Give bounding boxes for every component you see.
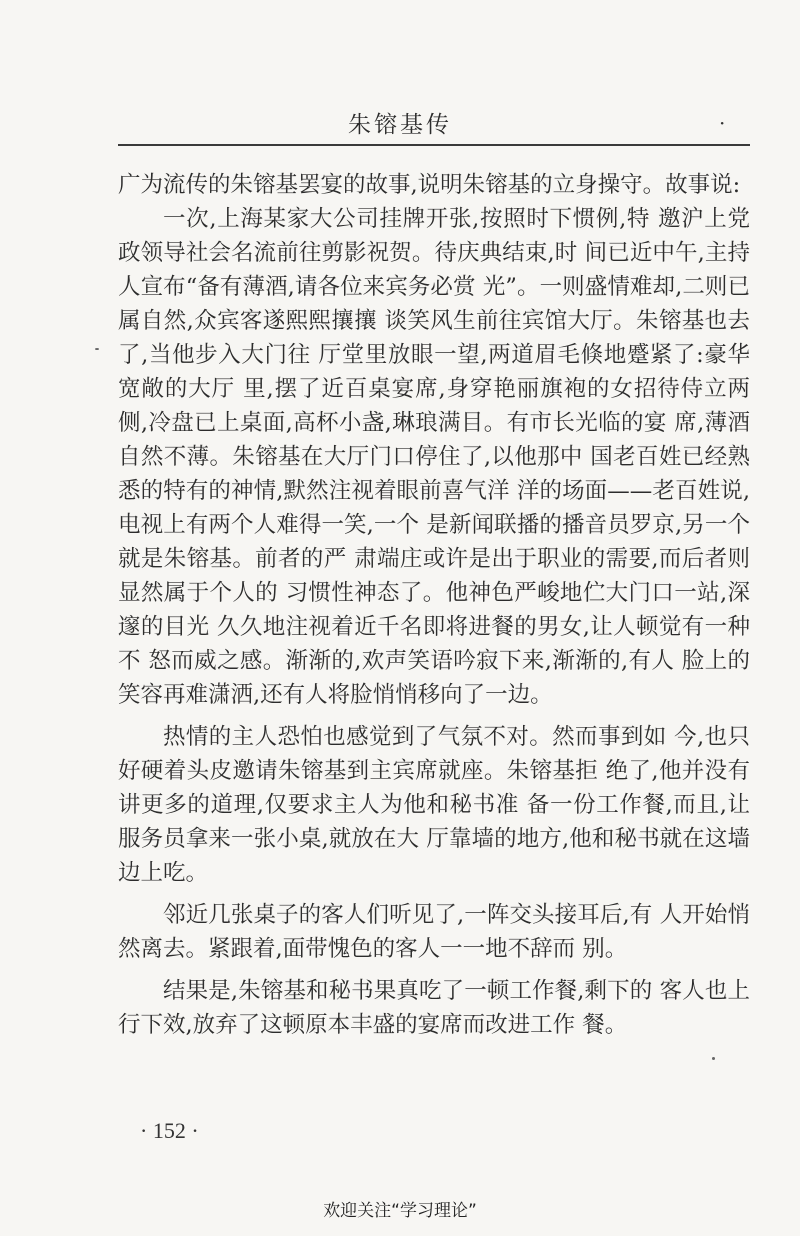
header-rule [118, 144, 750, 146]
page-number: · 152 · [140, 1118, 199, 1143]
body-text [118, 168, 750, 1050]
paragraph-guests: 邻近几张桌子的客人们听见了,一阵交头接耳后,有 人开始悄然离去。紧跟着,面带愧色的客人一一地不辞而 别。 [118, 902, 750, 962]
footer-note: 欢迎关注“学习理论” [323, 1201, 477, 1221]
paragraph-host: 热情的主人恐怕也感觉到了气氛不对。然而事到如 今,也只好硬着头皮邀请朱镕基到主宾席就座。朱镕基拒 绝了,他并没有讲更多的道理,仅要求主人为他和秘书准 备一份工作餐,而且,让服务员拿来一张小桌,就放在大 厅靠墙的地方,他和秘书就在这墙边上吃。 [118, 724, 750, 886]
paragraph-result: 结果是,朱镕基和秘书果真吃了一顿工作餐,剩下的 客人也上行下效,放弃了这顿原本丰盛的宴席而改进工作 餐。 [118, 978, 750, 1038]
paragraph-intro: 广为流传的朱镕基罢宴的故事,说明朱镕基的立身操守。故事说: [118, 172, 741, 198]
scan-speck [712, 1057, 715, 1060]
running-header-title: 朱镕基传 [348, 112, 452, 138]
scan-speck [95, 348, 99, 350]
header-dot: · [719, 111, 726, 135]
paragraph-story: 一次,上海某家大公司挂牌开张,按照时下惯例,特 邀沪上党政领导社会名流前往剪影祝贺。待庆典结束,时 间已近中午,主持人宣布“备有薄酒,请各位来宾务必赏 光”。一则盛情难却,二则已属自然,众宾客遂熙熙攘攘 谈笑风生前往宾馆大厅。朱镕基也去了,当他步入大门往 厅堂里放眼一望,两道眉毛倏地蹙紧了:豪华宽敞的大厅 里,摆了近百桌宴席,身穿艳丽旗袍的女招待侍立两侧,冷盘已上桌面,高杯小盏,琳琅满目。有市长光临的宴 席,薄酒自然不薄。朱镕基在大厅门口停住了,以他那中 国老百姓已经熟悉的特有的神情,默然注视着眼前喜气洋 洋的场面——老百姓说,电视上有两个人难得一笑,一个 是新闻联播的播音员罗京,另一个就是朱镕基。前者的严 肃端庄或许是出于职业的需要,而后者则显然属于个人的 习惯性神态了。他神色严峻地伫大门口一站,深邃的目光 久久地注视着近千名即将进餐的男女,让人顿觉有一种不 怒而威之感。渐渐的,欢声笑语吟寂下来,渐渐的,有人 脸上的笑容再难潇洒,还有人将脸悄悄移向了一边。 [118, 206, 750, 708]
